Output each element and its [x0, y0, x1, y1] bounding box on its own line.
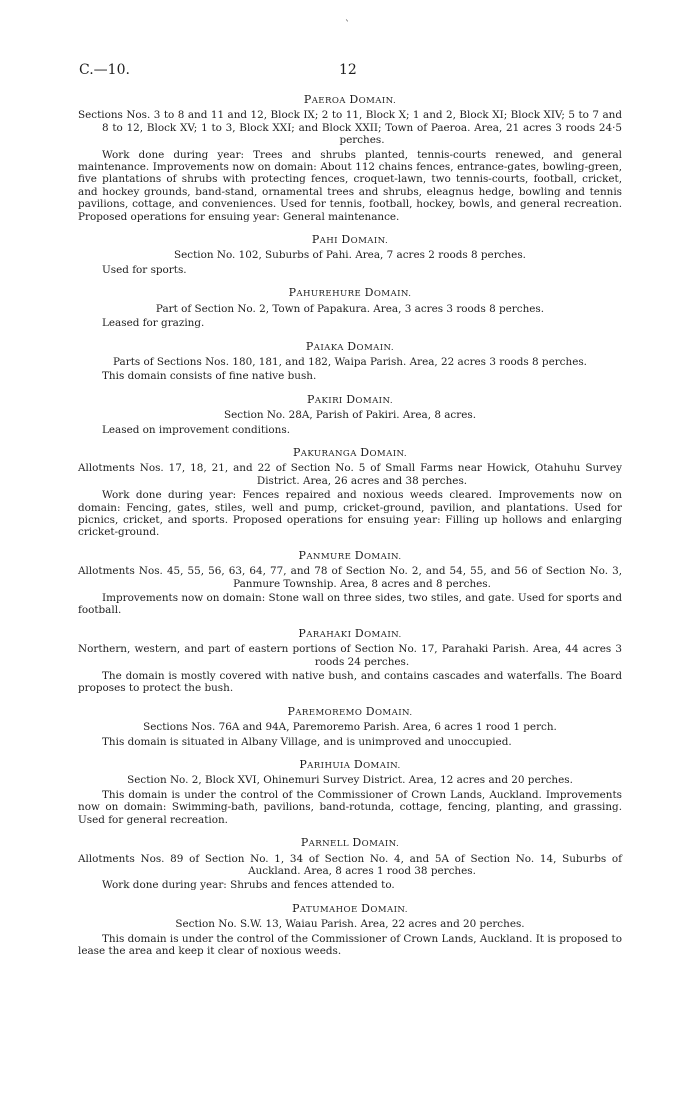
- domain-list: [78, 94, 622, 957]
- domain-title: PAKURANGA DOMAIN.: [292, 445, 408, 459]
- domain-notes: This domain consists of fine native bush.: [102, 370, 317, 383]
- page-number: 12: [339, 62, 357, 78]
- domain-title: PAKIRI DOMAIN.: [307, 392, 393, 406]
- domain-description: Section No. S.W. 13, Waiau Parish. Area, 22 acres and 20 perches.: [175, 918, 525, 931]
- domain-description: Section No. 102, Suburbs of Pahi. Area, 7 acres 2 roods 8 perches.: [174, 249, 526, 262]
- domain-title: PAHI DOMAIN.: [311, 233, 389, 247]
- domain-title: PARAHAKI DOMAIN.: [298, 626, 402, 640]
- domain-notes: This domain is under the control of the Commissioner of Crown Lands, Auckland. Improvements now on domain: Swimming-bath, pavilions, band-rotunda, cottage, fencing, planting, and grassing. Used for general recreation.: [78, 788, 622, 826]
- domain-entry: [78, 706, 622, 748]
- domain-entry: [78, 394, 622, 436]
- domain-description: Parts of Sections Nos. 180, 181, and 182, Waipa Parish. Area, 22 acres 3 roods 8 perches.: [113, 355, 587, 368]
- domain-description: Section No. 2, Block XVI, Ohinemuri Survey District. Area, 12 acres and 20 perches.: [127, 774, 573, 787]
- document-reference: C.—10.: [79, 62, 130, 78]
- domain-description: Sections Nos. 76A and 94A, Paremoremo Parish. Area, 6 acres 1 rood 1 perch.: [143, 721, 557, 734]
- domain-notes: Improvements now on domain: Stone wall on three sides, two stiles, and gate. Used for sports and football.: [78, 592, 622, 617]
- domain-title: PAREMOREMO DOMAIN.: [287, 704, 413, 718]
- domain-description: Allotments Nos. 89 of Section No. 1, 34 of Section No. 4, and 5A of Section No. 14, Suburbs of Auckland. Area, 8 acres 1 rood 38 perches.: [78, 852, 622, 877]
- domain-entry: [78, 94, 622, 223]
- domain-title: PATUMAHOE DOMAIN.: [292, 901, 408, 915]
- domain-notes: Leased for grazing.: [102, 317, 205, 330]
- domain-entry: [78, 628, 622, 695]
- domain-entry: [78, 837, 622, 892]
- domain-entry: [78, 903, 622, 958]
- domain-notes: Used for sports.: [102, 263, 187, 276]
- domain-description: Sections Nos. 3 to 8 and 11 and 12, Block IX; 2 to 11, Block X; 1 and 2, Block XI; Block XIV; 5 to 7 and 8 to 12, Block XV; 1 to 3, Block XXI; and Block XXII; Town of Paeroa. Area, 21 acres 3 roods 24·5 perches.: [78, 109, 622, 147]
- domain-notes: This domain is situated in Albany Village, and is unimproved and unoccupied.: [102, 735, 512, 748]
- domain-entry: [78, 759, 622, 826]
- domain-entry: [78, 287, 622, 329]
- domain-description: Section No. 28A, Parish of Pakiri. Area, 8 acres.: [223, 409, 476, 422]
- domain-entry: [78, 550, 622, 617]
- domain-description: Northern, western, and part of eastern portions of Section No. 17, Parahaki Parish. Area, 44 acres 3 roods 24 perches.: [78, 643, 622, 668]
- domain-description: Part of Section No. 2, Town of Papakura. Area, 3 acres 3 roods 8 perches.: [155, 302, 545, 315]
- domain-title: PAEROA DOMAIN.: [303, 93, 397, 106]
- page-header: [79, 62, 621, 82]
- domain-notes: The domain is mostly covered with native bush, and contains cascades and waterfalls. The Board proposes to protect the bush.: [78, 670, 622, 695]
- domain-title: PARNELL DOMAIN.: [300, 836, 400, 850]
- domain-title: PAHUREHURE DOMAIN.: [288, 286, 412, 300]
- domain-title: PARIHUIA DOMAIN.: [299, 758, 401, 772]
- domain-notes: Leased on improvement conditions.: [102, 423, 290, 436]
- domain-entry: [78, 447, 622, 539]
- domain-description: Allotments Nos. 45, 55, 56, 63, 64, 77, and 78 of Section No. 2, and 54, 55, and 56 of Section No. 3, Panmure Township. Area, 8 acres and 8 perches.: [78, 565, 622, 590]
- domain-notes: Work done during year: Shrubs and fences attended to.: [102, 879, 395, 892]
- scan-mark: ˋ: [345, 20, 350, 31]
- domain-notes: Work done during year: Fences repaired and noxious weeds cleared. Improvements now on domain: Fencing, gates, stiles, well and pump, cricket-ground, pavilion, and plantations. Used for picnics, cricket, and sports. Proposed operations for ensuing year: Filling up hollows and enlarging cricket-ground.: [78, 489, 622, 539]
- domain-notes: Work done during year: Trees and shrubs planted, tennis-courts renewed, and general maintenance. Improvements now on domain: About 112 chains fences, entrance-gates, bowling-green, five plantations of shrubs with protecting fences, croquet-lawn, two tennis-courts, football, cricket, and hockey grounds, band-stand, ornamental trees and shrubs, eleagnus hedge, bowling and tennis pavilions, cottage, and conveniences. Used for tennis, football, hockey, bowls, and general recreation. Proposed operations for ensuing year: General maintenance.: [78, 148, 622, 223]
- domain-title: PAIAKA DOMAIN.: [305, 339, 395, 353]
- domain-description: Allotments Nos. 17, 18, 21, and 22 of Section No. 5 of Small Farms near Howick, Otahuhu Survey District. Area, 26 acres and 38 perches.: [78, 462, 622, 487]
- domain-title: PANMURE DOMAIN.: [298, 548, 402, 562]
- domain-entry: [78, 341, 622, 383]
- domain-entry: [78, 234, 622, 276]
- domain-notes: This domain is under the control of the Commissioner of Crown Lands, Auckland. It is proposed to lease the area and keep it clear of noxious weeds.: [78, 932, 622, 957]
